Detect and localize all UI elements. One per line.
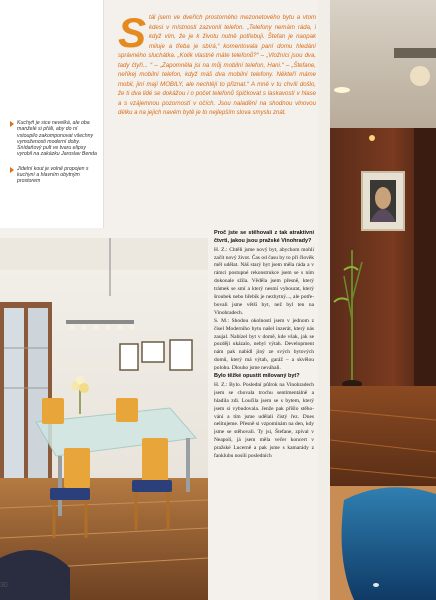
- answer-paragraph: H. Z.: Chtěli jsme nový byt, abychom mohli začít nový život. Čas od času by to při člověk měl udělat. Náš starý byt jsem měla ráda a v rámci postupné rekonstrukce jsem se s ním dokonale sžila. Věděla jsem přesně, který trámek se smí a který nesmí vybourat, který šroubek nebo hřebík je nezbytný..., ale potřebovali jsme větší byt, než byl ten na Vinohradech.: [214, 246, 314, 316]
- caption-kitchen-text: Kuchyň je sice nevelká, ale oba manželé si přáli, aby do ní vstoupilo zakomponovat všechny vymoženosti moderní doby. Snídaňový pult ve tvaru elipsy vyrobil na zakázku Jaroslav Benda: [17, 120, 97, 158]
- article-column: [214, 230, 314, 594]
- answer-paragraph: S. M.: Shodou okolností jsem v jednom z čísel Moderního bytu našel inzerát, který nás zaujal. Nabízel byt v domě, kde však, jak se později ukázalo, nebyl výtah. Development nám pak nabídl jiný ze svých bytových domů, který má výtah, garáž – a skvělou polohu. Dlouho jsme neváhali.: [214, 317, 314, 372]
- dining-room-photo: [0, 238, 208, 600]
- page-number: 30: [0, 582, 8, 589]
- triangle-bullet-icon: [10, 121, 14, 127]
- caption-box: [0, 0, 104, 228]
- intro-paragraph: [118, 9, 316, 234]
- caption-dining: [10, 166, 97, 185]
- dining-room-illustration: [0, 238, 208, 600]
- question-1: Proč jste se stěhovali z tak atraktivní čtvrti, jakou jsou pražské Vinohrady?: [214, 230, 314, 244]
- caption-dining-text: Jídelní kout je volně propojen s kuchyní a hlavním obytným prostorem: [17, 165, 89, 185]
- caption-kitchen: [10, 120, 97, 158]
- living-room-illustration: [318, 0, 436, 600]
- drop-cap: S: [118, 9, 147, 56]
- triangle-bullet-icon: [10, 167, 14, 173]
- intro-text: tál jsem ve dveřích prostorného mezonetového bytu a vtom kdesi v místnosti zazvonil telefon. „Telefony nemám ráda, i když vím, že je k životu nutně potřebuji. Štefan je naopak miluje a třeba je sbírá,“ komentovala paní domu hledání správného sluchátka. „Kolik vlastně máte telefonů?“ – „Vložníci jsou dva, tady čtyři... “ – „Zapomněla jsi na můj mobilní telefon, Hani.“ – „Štefane, neříkej mobilní telefon, když máš dva mobilní telefony. Někteří máme mobil, jiní mají MOBILY, ale nechtějí to přiznat.“ A mně v tu chvíli došlo, že ti dva lidé se dokážou i o počet telefonů špičkovat s laskavostí v hlase a s vzájemnou pozorností v očích. Jsou naladění na shodnou vlnovou délku a na jejich navém bytě je to nejlepším slova smyslu znát.: [118, 15, 316, 117]
- answer-paragraph: H. Z.: Bylo. Poslední půlrok na Vinohradech jsem se chovala trochu sentimentálně a hladila zdi. Loučila jsem se s bytem, který jsem si vybudovala. Jenže pak přišlo stěhování a tím jsme udělali čistý řez. Dnes nelitujeme. Přesně si vzpomínám na den, kdy jsme se stěhovali. Ty jsi, Štefane, zpíval v Neapoli, já jsem měla večer koncert v pražské Lucerně a pak jsme s kamarády z fanklubu nosili posledních: [214, 381, 314, 460]
- living-room-photo: [318, 0, 436, 600]
- question-2: Bylo těžké opustit milovaný byt?: [214, 373, 300, 380]
